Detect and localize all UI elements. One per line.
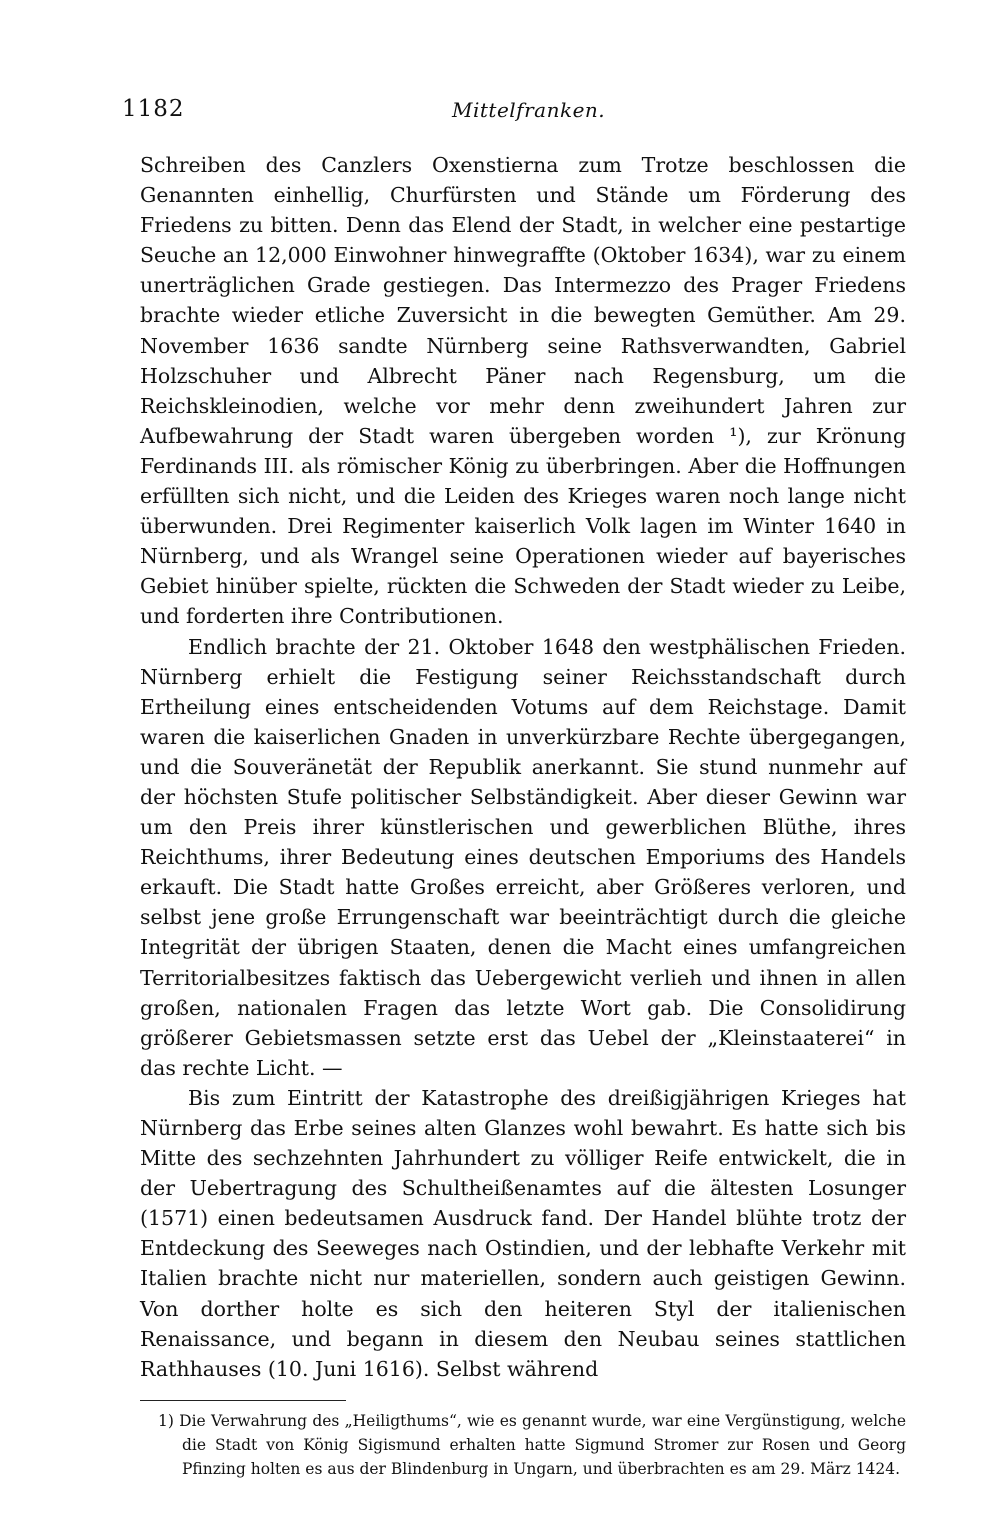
page-header [122,96,906,136]
running-head: Mittelfranken. [452,98,606,122]
body-text [140,150,906,1384]
footnote-rule [140,1400,346,1401]
paragraph-2: Endlich brachte der 21. Oktober 1648 den westphälischen Frieden. Nürnberg erhielt die Festigung seiner Reichsstandschaft durch Ertheilung eines entscheidenden Votums auf dem Reichstage. Damit waren die kaiserlichen Gnaden in unverkürzbare Rechte übergegangen, und die Souveränetät der Republik anerkannt. Sie stund nunmehr auf der höchsten Stufe politischer Selbständigkeit. Aber dieser Gewinn war um den Preis ihrer künstlerischen und gewerblichen Blüthe, ihres Reichthums, ihrer Bedeutung eines deutschen Emporiums des Handels erkauft. Die Stadt hatte Großes erreicht, aber Größeres verloren, und selbst jene große Errungenschaft war beeinträchtigt durch die gleiche Integrität der übrigen Staaten, denen die Macht eines umfangreichen Territorialbesitzes faktisch das Uebergewicht verlieh und ihnen in allen großen, nationalen Fragen das letzte Wort gab. Die Consolidirung größerer Gebietsmassen setzte erst das Uebel der „Kleinstaaterei“ in das rechte Licht. — [140,634,906,1080]
paragraph-3: Bis zum Eintritt der Katastrophe des dreißigjährigen Krieges hat Nürnberg das Erbe seines alten Glanzes wohl bewahrt. Es hatte sich bis Mitte des sechzehnten Jahrhundert zu völliger Reife entwickelt, die in der Uebertragung des Schultheißenamtes auf die ältesten Losunger (1571) einen bedeutsamen Ausdruck fand. Der Handel blühte trotz der Entdeckung des Seeweges nach Ostindien, und der lebhafte Verkehr mit Italien brachte nicht nur materiellen, sondern auch geistigen Gewinn. Von dorther holte es sich den heiteren Styl der italienischen Renaissance, und begann in diesem den Neubau seines stattlichen Rathhauses (10. Juni 1616). Selbst während [140,1085,906,1381]
book-page [122,96,906,1496]
page-number: 1182 [122,96,185,122]
paragraph-1: Schreiben des Canzlers Oxenstierna zum Trotze beschlossen die Genannten einhellig, Churfürsten und Stände um Förderung des Friedens zu bitten. Denn das Elend der Stadt, in welcher eine pestartige Seuche an 12,000 Einwohner hinwegraffte (Oktober 1634), war zu einem unerträglichen Grade gestiegen. Das Intermezzo des Prager Friedens brachte wieder etliche Zuversicht in die bewegten Gemüther. Am 29. November 1636 sandte Nürnberg seine Rathsverwandten, Gabriel Holzschuher und Albrecht Päner nach Regensburg, um die Reichskleinodien, welche vor mehr denn zweihundert Jahren zur Aufbewahrung der Stadt waren übergeben worden ¹), zur Krönung Ferdinands III. als römischer König zu überbringen. Aber die Hoffnungen erfüllten sich nicht, und die Leiden des Krieges waren noch lange nicht überwunden. Drei Regimenter kaiserlich Volk lagen im Winter 1640 in Nürnberg, und als Wrangel seine Operationen wieder auf bayerisches Gebiet hinüber spielte, rückten die Schweden der Stadt wieder zu Leibe, und forderten ihre Contributionen. [140,153,906,629]
footnote-1: 1) Die Verwahrung des „Heiligthums“, wie es genannt wurde, war eine Vergünstigung, welche die Stadt von König Sigismund erhalten hatte Sigmund Stromer zur Rosen und Georg Pfinzing holten es aus der Blindenburg in Ungarn, und überbrachten es am 29. März 1424. [158,1411,906,1478]
